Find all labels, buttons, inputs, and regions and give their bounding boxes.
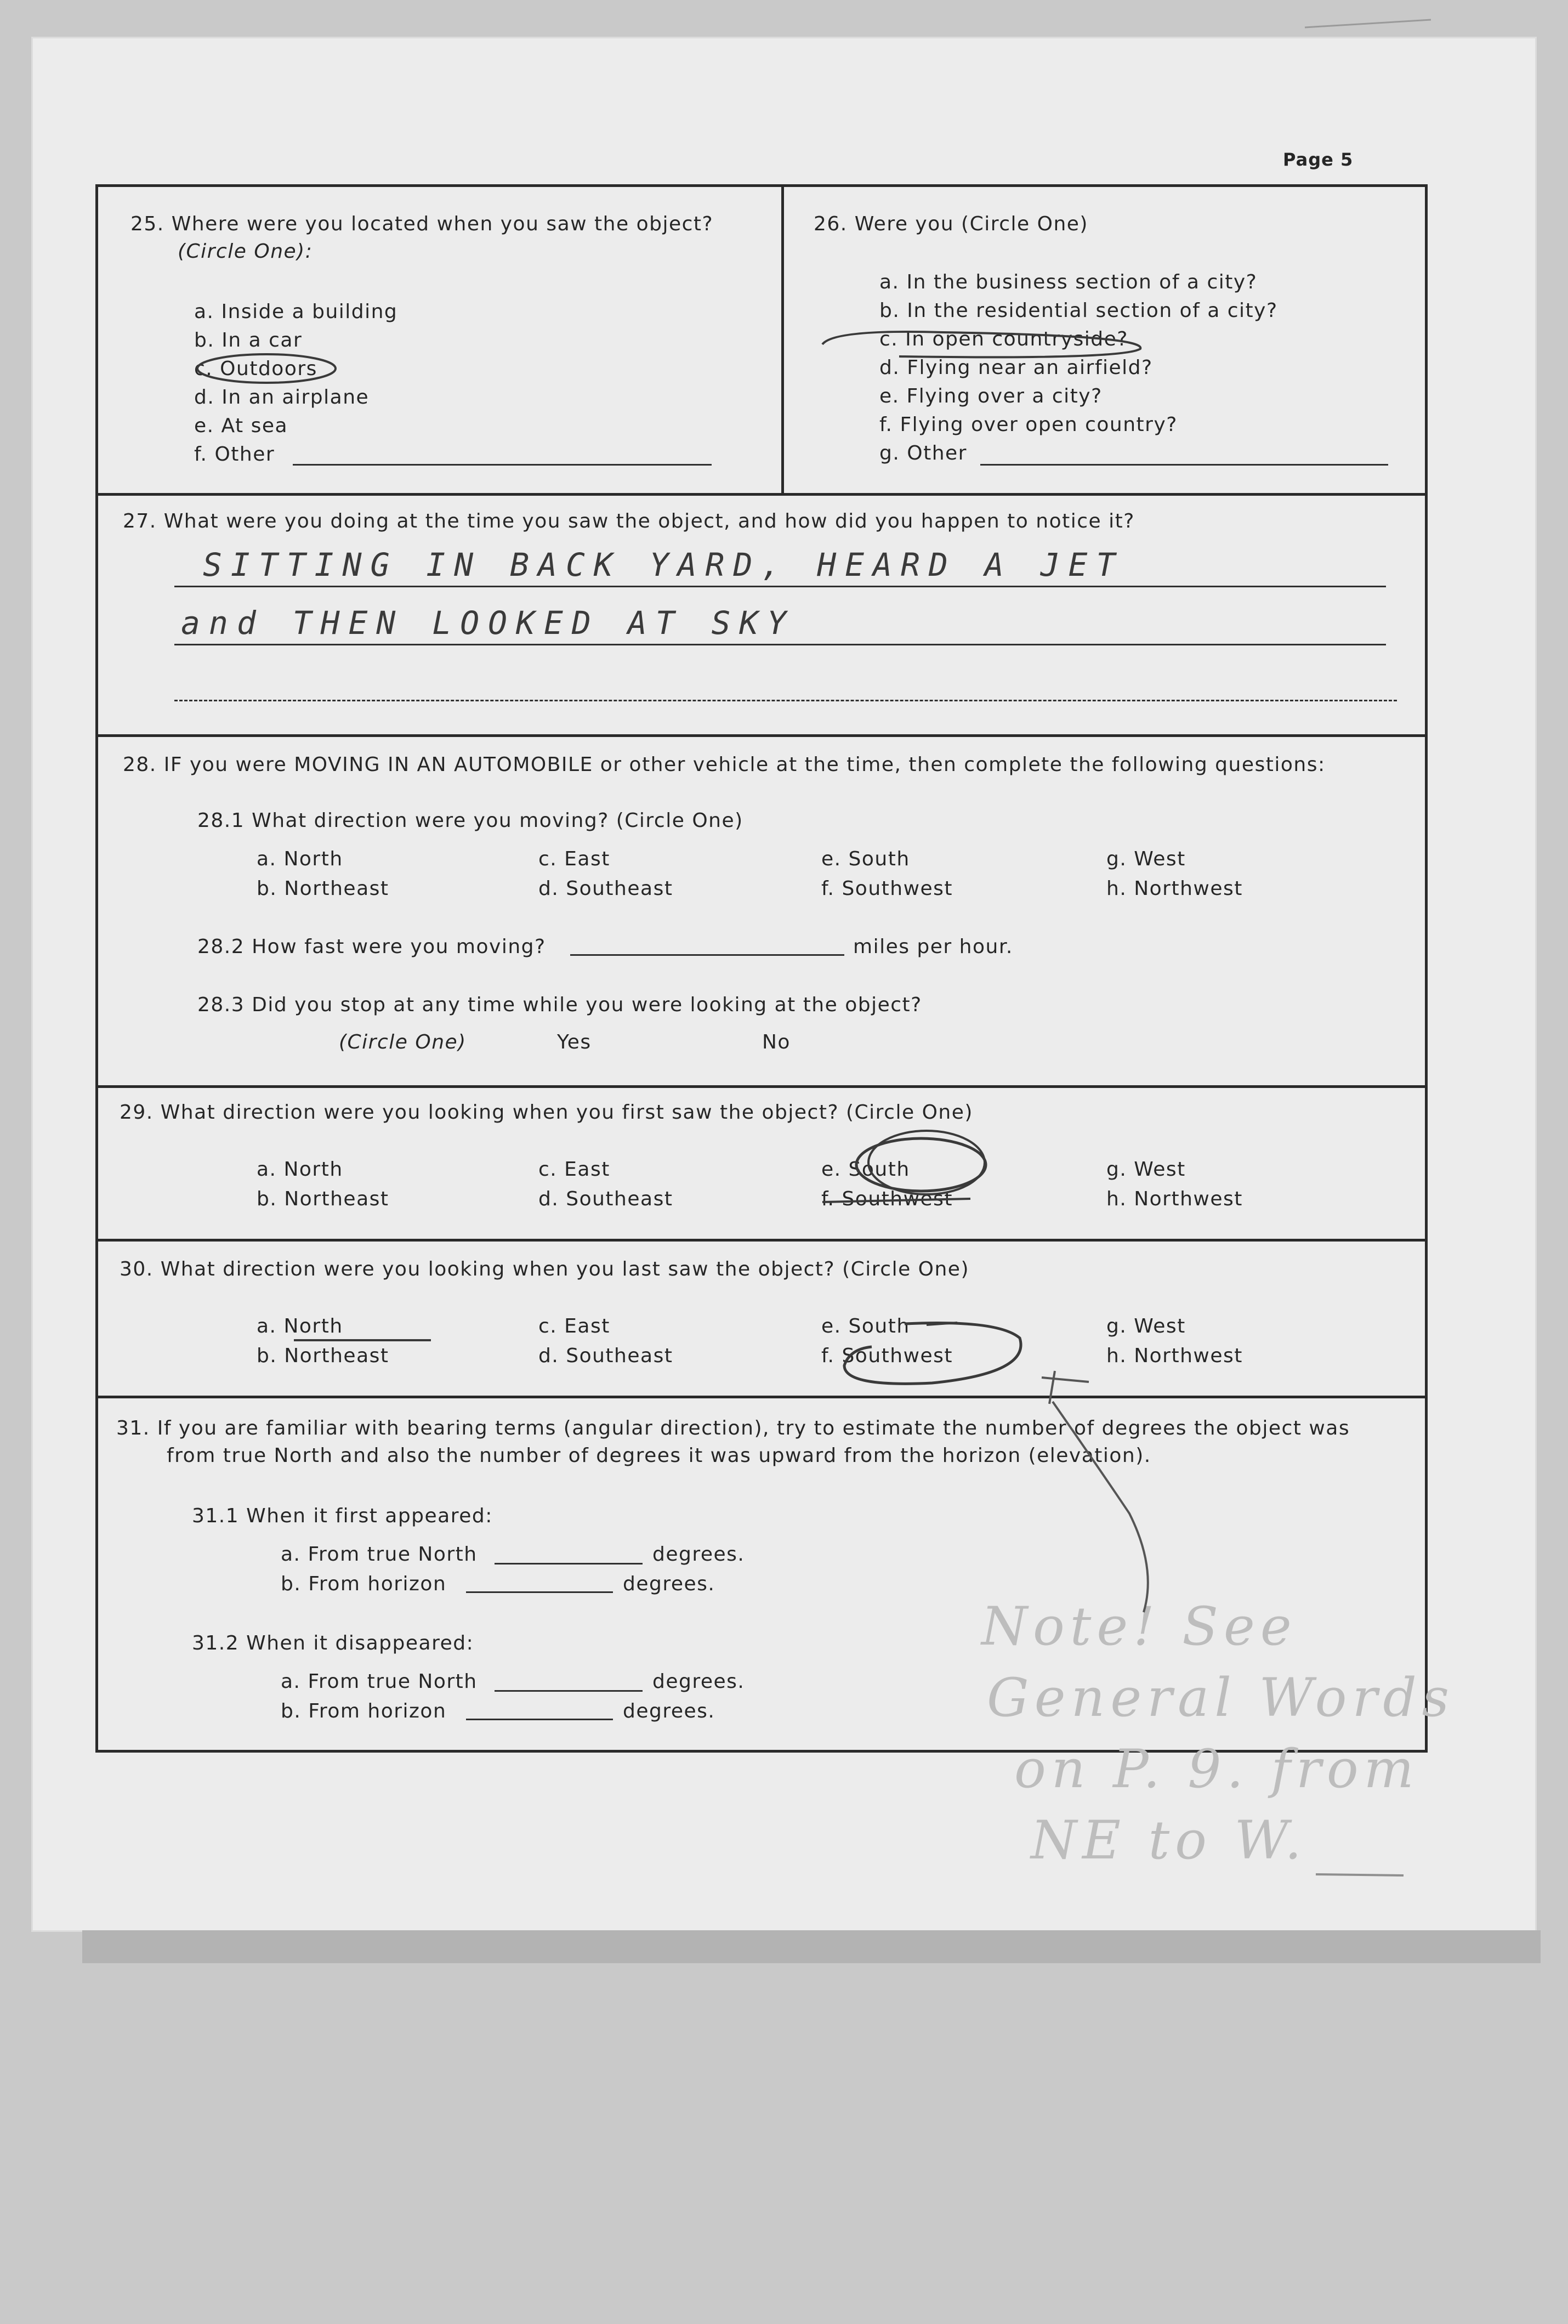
q28-1-option-b[interactable]: b. Northeast: [257, 877, 389, 900]
q28-1-question: 28.1 What direction were you moving? (Circle One): [197, 809, 743, 832]
q30-option-f[interactable]: f. Southwest: [821, 1345, 953, 1367]
q29-south-circle-2: [868, 1131, 985, 1194]
q29-option-c[interactable]: c. East: [538, 1158, 610, 1181]
q26-option-g[interactable]: g. Other: [879, 442, 967, 464]
q29-option-h[interactable]: h. Northwest: [1106, 1188, 1243, 1210]
q28-1-option-e[interactable]: e. South: [821, 848, 910, 870]
q25-question: 25. Where were you located when you saw the object?: [130, 213, 714, 235]
q29-option-g[interactable]: g. West: [1106, 1158, 1186, 1181]
q26-option-b[interactable]: b. In the residential section of a city?: [879, 299, 1278, 322]
q31-2-a-unit: degrees.: [652, 1670, 745, 1693]
q31-2-b-label: b. From horizon: [281, 1700, 447, 1722]
q28-1-option-c[interactable]: c. East: [538, 848, 610, 870]
pencil-underline: [1316, 1874, 1404, 1875]
q25-instruction: (Circle One):: [178, 240, 313, 263]
q26-option-a[interactable]: a. In the business section of a city?: [879, 271, 1258, 293]
q28-2-unit: miles per hour.: [853, 936, 1013, 958]
q31-2-b-unit: degrees.: [623, 1700, 715, 1722]
q29-southwest-strike: [822, 1199, 970, 1202]
q25-option-a[interactable]: a. Inside a building: [194, 301, 398, 323]
q26-option-f[interactable]: f. Flying over open country?: [879, 413, 1178, 436]
q31-question-line-1: 31. If you are familiar with bearing terms (angular direction), try to estimate the number of degrees the object was: [116, 1417, 1350, 1439]
q28-3-no[interactable]: No: [762, 1031, 791, 1053]
q28-1-option-g[interactable]: g. West: [1106, 848, 1186, 870]
q25-option-c[interactable]: c. Outdoors: [194, 358, 317, 380]
q28-3-instruction: (Circle One): [339, 1031, 467, 1053]
q25-option-b[interactable]: b. In a car: [194, 329, 303, 352]
q29-option-f[interactable]: f. Southwest: [821, 1188, 953, 1210]
q25-option-e[interactable]: e. At sea: [194, 415, 288, 437]
q28-3-yes[interactable]: Yes: [557, 1031, 592, 1053]
q28-1-option-h[interactable]: h. Northwest: [1106, 877, 1243, 900]
pencil-arrow: [1042, 1371, 1148, 1612]
q31-1-b-label: b. From horizon: [281, 1573, 447, 1595]
q30-southwest-circle: [844, 1323, 1021, 1384]
q29-option-b[interactable]: b. Northeast: [257, 1188, 389, 1210]
q30-option-c[interactable]: c. East: [538, 1315, 610, 1337]
scan-mark: [1305, 20, 1431, 27]
q28-question: 28. IF you were MOVING IN AN AUTOMOBILE or other vehicle at the time, then complete the following questions:: [123, 753, 1326, 776]
q30-option-b[interactable]: b. Northeast: [257, 1345, 389, 1367]
q30-question: 30. What direction were you looking when you last saw the object? (Circle One): [120, 1258, 970, 1280]
q28-1-option-f[interactable]: f. Southwest: [821, 877, 953, 900]
q31-2-question: 31.2 When it disappeared:: [192, 1632, 474, 1654]
q25-outdoors-circle: [197, 354, 336, 383]
q28-1-option-a[interactable]: a. North: [257, 848, 343, 870]
q27-handwritten-answer-1: SITTING IN BACK YARD, HEARD A JET: [203, 546, 1124, 583]
q31-1-a-label: a. From true North: [281, 1543, 478, 1566]
q26-question: 26. Were you (Circle One): [814, 213, 1088, 235]
page-number: Page 5: [1283, 149, 1354, 170]
q26-option-c[interactable]: c. In open countryside?: [879, 328, 1128, 350]
q25-option-d[interactable]: d. In an airplane: [194, 386, 370, 409]
q31-2-a-label: a. From true North: [281, 1670, 478, 1693]
q31-1-a-unit: degrees.: [652, 1543, 745, 1566]
q27-question: 27. What were you doing at the time you saw the object, and how did you happen to notice it?: [123, 510, 1135, 532]
pencil-note-line-3: on P. 9. from: [1014, 1738, 1419, 1800]
q31-1-b-unit: degrees.: [623, 1573, 715, 1595]
q29-option-d[interactable]: d. Southeast: [538, 1188, 673, 1210]
q27-handwritten-answer-2: and THEN LOOKED AT SKY: [181, 604, 796, 642]
pencil-note-line-4: NE to W.: [1031, 1810, 1307, 1871]
q29-option-e[interactable]: e. South: [821, 1158, 910, 1181]
q30-option-e[interactable]: e. South: [821, 1315, 910, 1337]
q30-option-a[interactable]: a. North: [257, 1315, 343, 1337]
pencil-note-line-2: General Words: [987, 1667, 1455, 1728]
q30-option-d[interactable]: d. Southeast: [538, 1345, 673, 1367]
q28-2-question: 28.2 How fast were you moving?: [197, 936, 546, 958]
q29-question: 29. What direction were you looking when you first saw the object? (Circle One): [120, 1101, 973, 1124]
q30-option-g[interactable]: g. West: [1106, 1315, 1186, 1337]
q31-question-line-2: from true North and also the number of degrees it was upward from the horizon (elevation).: [167, 1444, 1151, 1467]
q29-option-a[interactable]: a. North: [257, 1158, 343, 1181]
q31-1-question: 31.1 When it first appeared:: [192, 1505, 493, 1527]
q30-option-h[interactable]: h. Northwest: [1106, 1345, 1243, 1367]
q28-1-option-d[interactable]: d. Southeast: [538, 877, 673, 900]
q26-option-d[interactable]: d. Flying near an airfield?: [879, 356, 1153, 379]
pencil-note-line-1: Note! See: [981, 1596, 1297, 1657]
q28-3-question: 28.3 Did you stop at any time while you were looking at the object?: [197, 994, 922, 1016]
q26-countryside-circle: [822, 332, 1140, 357]
q25-option-f[interactable]: f. Other: [194, 443, 275, 466]
q26-option-e[interactable]: e. Flying over a city?: [879, 385, 1103, 407]
